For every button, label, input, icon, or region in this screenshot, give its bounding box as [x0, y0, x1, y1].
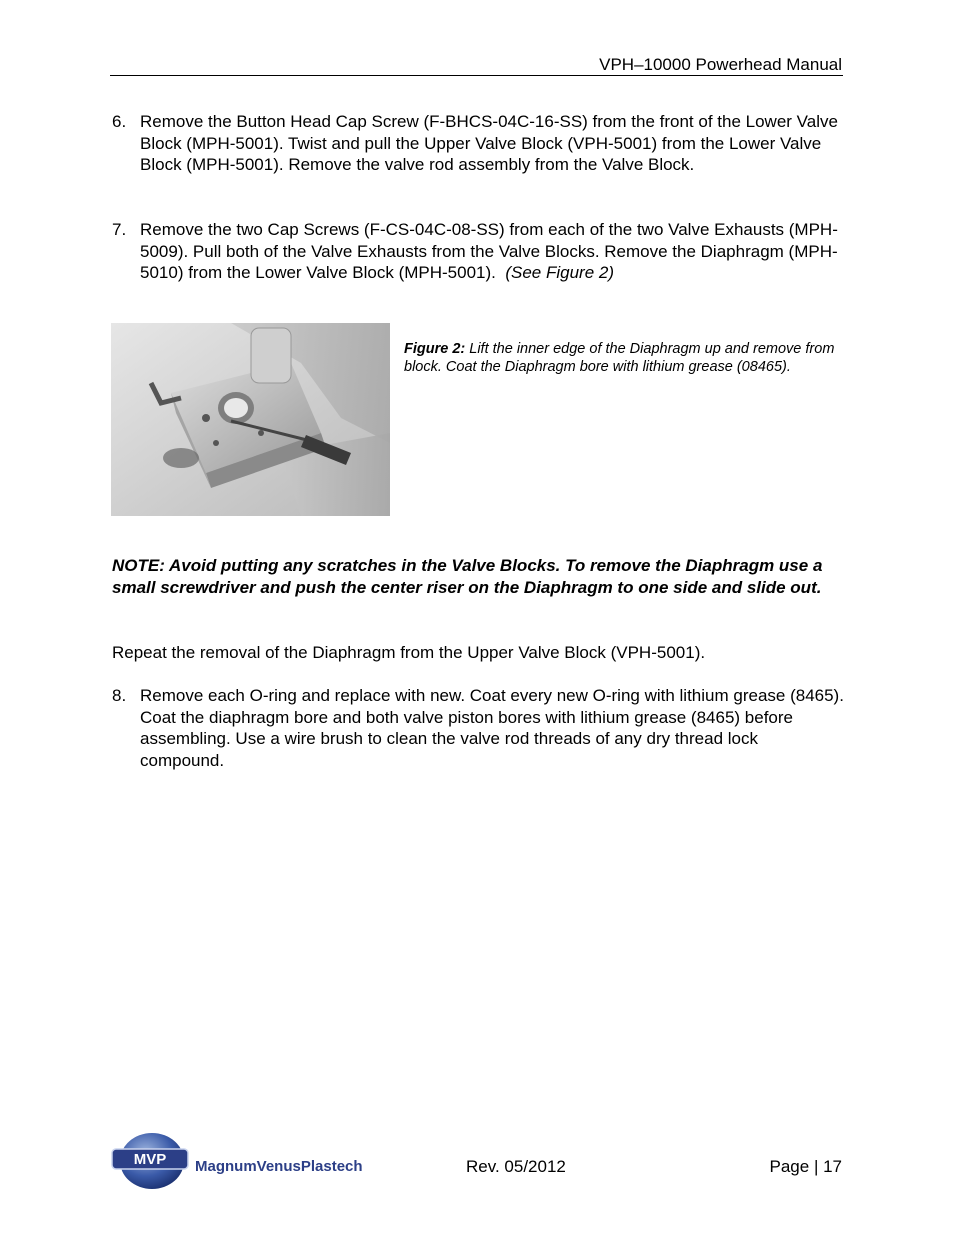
company-logo — [110, 1131, 400, 1191]
step-6 — [112, 111, 844, 176]
step-number: 7. — [112, 220, 127, 239]
page-number: Page | 17 — [769, 1157, 842, 1176]
step-number: 8. — [112, 686, 127, 705]
document-title: VPH–10000 Powerhead Manual — [599, 55, 842, 74]
step-text — [140, 219, 844, 284]
figure-label: Figure 2: — [404, 341, 466, 357]
figure-caption — [404, 340, 844, 376]
logo-wordmark: MagnumVenusPlastech — [195, 1158, 363, 1175]
step-8 — [112, 685, 844, 771]
step-text: Remove the Button Head Cap Screw (F-BHCS-04C-16-SS) from the front of the Lower Valve Block (MPH-5001). Twist and pull the Upper Valve Block (VPH-5001) from the Lower Valve Block (MPH-5001). Remove the valve rod assembly from the Valve Block. — [140, 112, 838, 174]
figure-caption-text: Lift the inner edge of the Diaphragm up and remove from block. Coat the Diaphragm bore with lithium grease (08465). — [404, 341, 835, 375]
step-number: 6. — [112, 112, 127, 131]
step-text: Remove each O-ring and replace with new. Coat every new O-ring with lithium grease (8465). Coat the diaphragm bore and both valve piston bores with lithium grease (8465) before assembling. Use a wire brush to clean the valve rod threads of any dry thread lock compound. — [140, 686, 844, 770]
revision-date: Rev. 05/2012 — [466, 1157, 566, 1176]
figure-reference: (See Figure 2) — [505, 263, 615, 282]
header-divider — [110, 75, 843, 76]
repeat-paragraph: Repeat the removal of the Diaphragm from the Upper Valve Block (VPH-5001). — [112, 643, 706, 662]
valve-block-photo — [111, 323, 390, 516]
figure-2-photo — [111, 323, 390, 516]
step-7 — [112, 219, 844, 284]
step-body: Remove the two Cap Screws (F-CS-04C-08-SS) from each of the two Valve Exhausts (MPH-5009). Pull both of the Valve Exhausts from the Valve Blocks. Remove the Diaphragm (MPH-5010) from the Lower Valve Block (MPH-5001). — [140, 220, 838, 282]
note-paragraph: NOTE: Avoid putting any scratches in the Valve Blocks. To remove the Diaphragm use a small screwdriver and push the center riser on the Diaphragm to one side and slide out. — [112, 556, 823, 597]
logo-badge-text: MVP — [133, 1151, 167, 1168]
